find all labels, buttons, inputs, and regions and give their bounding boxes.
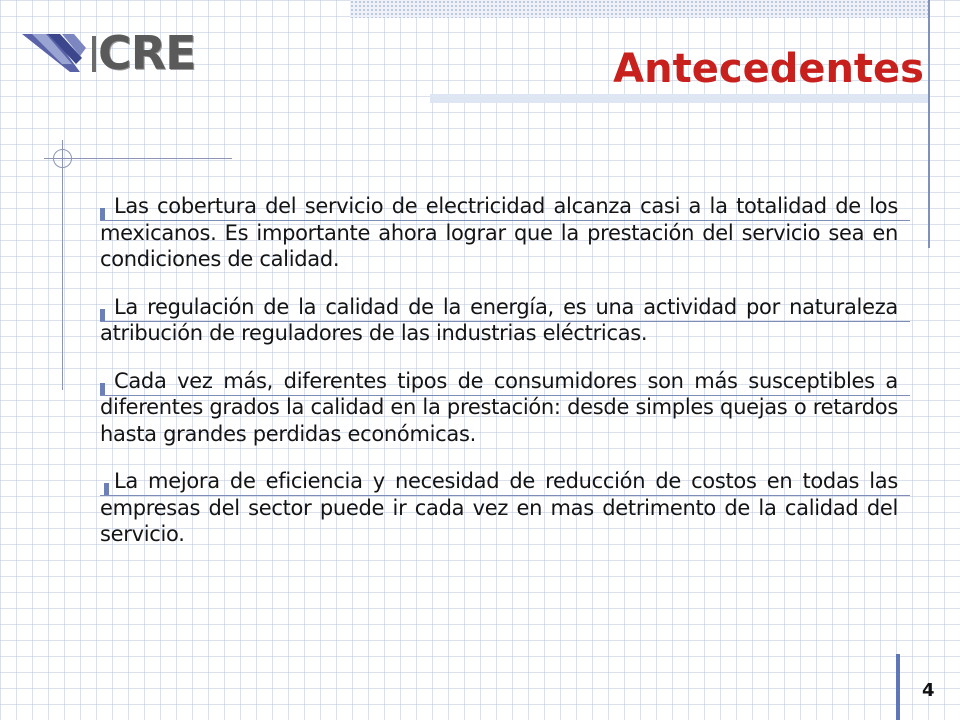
title-underline xyxy=(430,94,928,103)
paragraph-rule xyxy=(100,495,910,496)
bullet-icon xyxy=(100,208,105,220)
right-decorative-line xyxy=(928,0,930,248)
bullet-icon xyxy=(100,383,105,395)
paragraph xyxy=(100,193,898,273)
paragraph xyxy=(100,468,898,548)
paragraph-text: La regulación de la calidad de la energía, es una actividad por naturaleza atribución de reguladores de las industrias eléctricas. xyxy=(100,294,898,345)
top-decorative-band xyxy=(350,0,928,18)
bullet-icon xyxy=(104,483,109,495)
paragraph-rule xyxy=(100,321,910,322)
crosshair-icon xyxy=(53,149,72,168)
page-number-bar xyxy=(896,654,900,720)
bullet-icon xyxy=(100,309,105,321)
paragraph xyxy=(100,368,898,448)
page-number: 4 xyxy=(922,680,935,701)
page-title: Antecedentes xyxy=(613,46,924,92)
content-body xyxy=(100,193,898,569)
paragraph-text: Cada vez más, diferentes tipos de consumidores son más susceptibles a diferentes grados la calidad en la prestación: desde simples quejas o retardos hasta grandes perdidas económicas. xyxy=(100,368,898,446)
paragraph xyxy=(100,294,898,347)
crosshair-horizontal xyxy=(44,158,232,159)
paragraph-rule xyxy=(100,395,910,396)
paragraph-text: Las cobertura del servicio de electricidad alcanza casi a la totalidad de los mexicanos. Es importante ahora lograr que la prestación del servicio sea en condiciones de calidad. xyxy=(100,194,898,271)
crosshair-vertical xyxy=(62,140,63,390)
paragraph-rule xyxy=(100,220,910,221)
cre-logo-text: CRE xyxy=(98,26,196,80)
paragraph-text: La mejora de eficiencia y necesidad de reducción de costos en todas las empresas del sector puede ir cada vez en mas detrimento de la calidad del servicio. xyxy=(100,469,898,546)
